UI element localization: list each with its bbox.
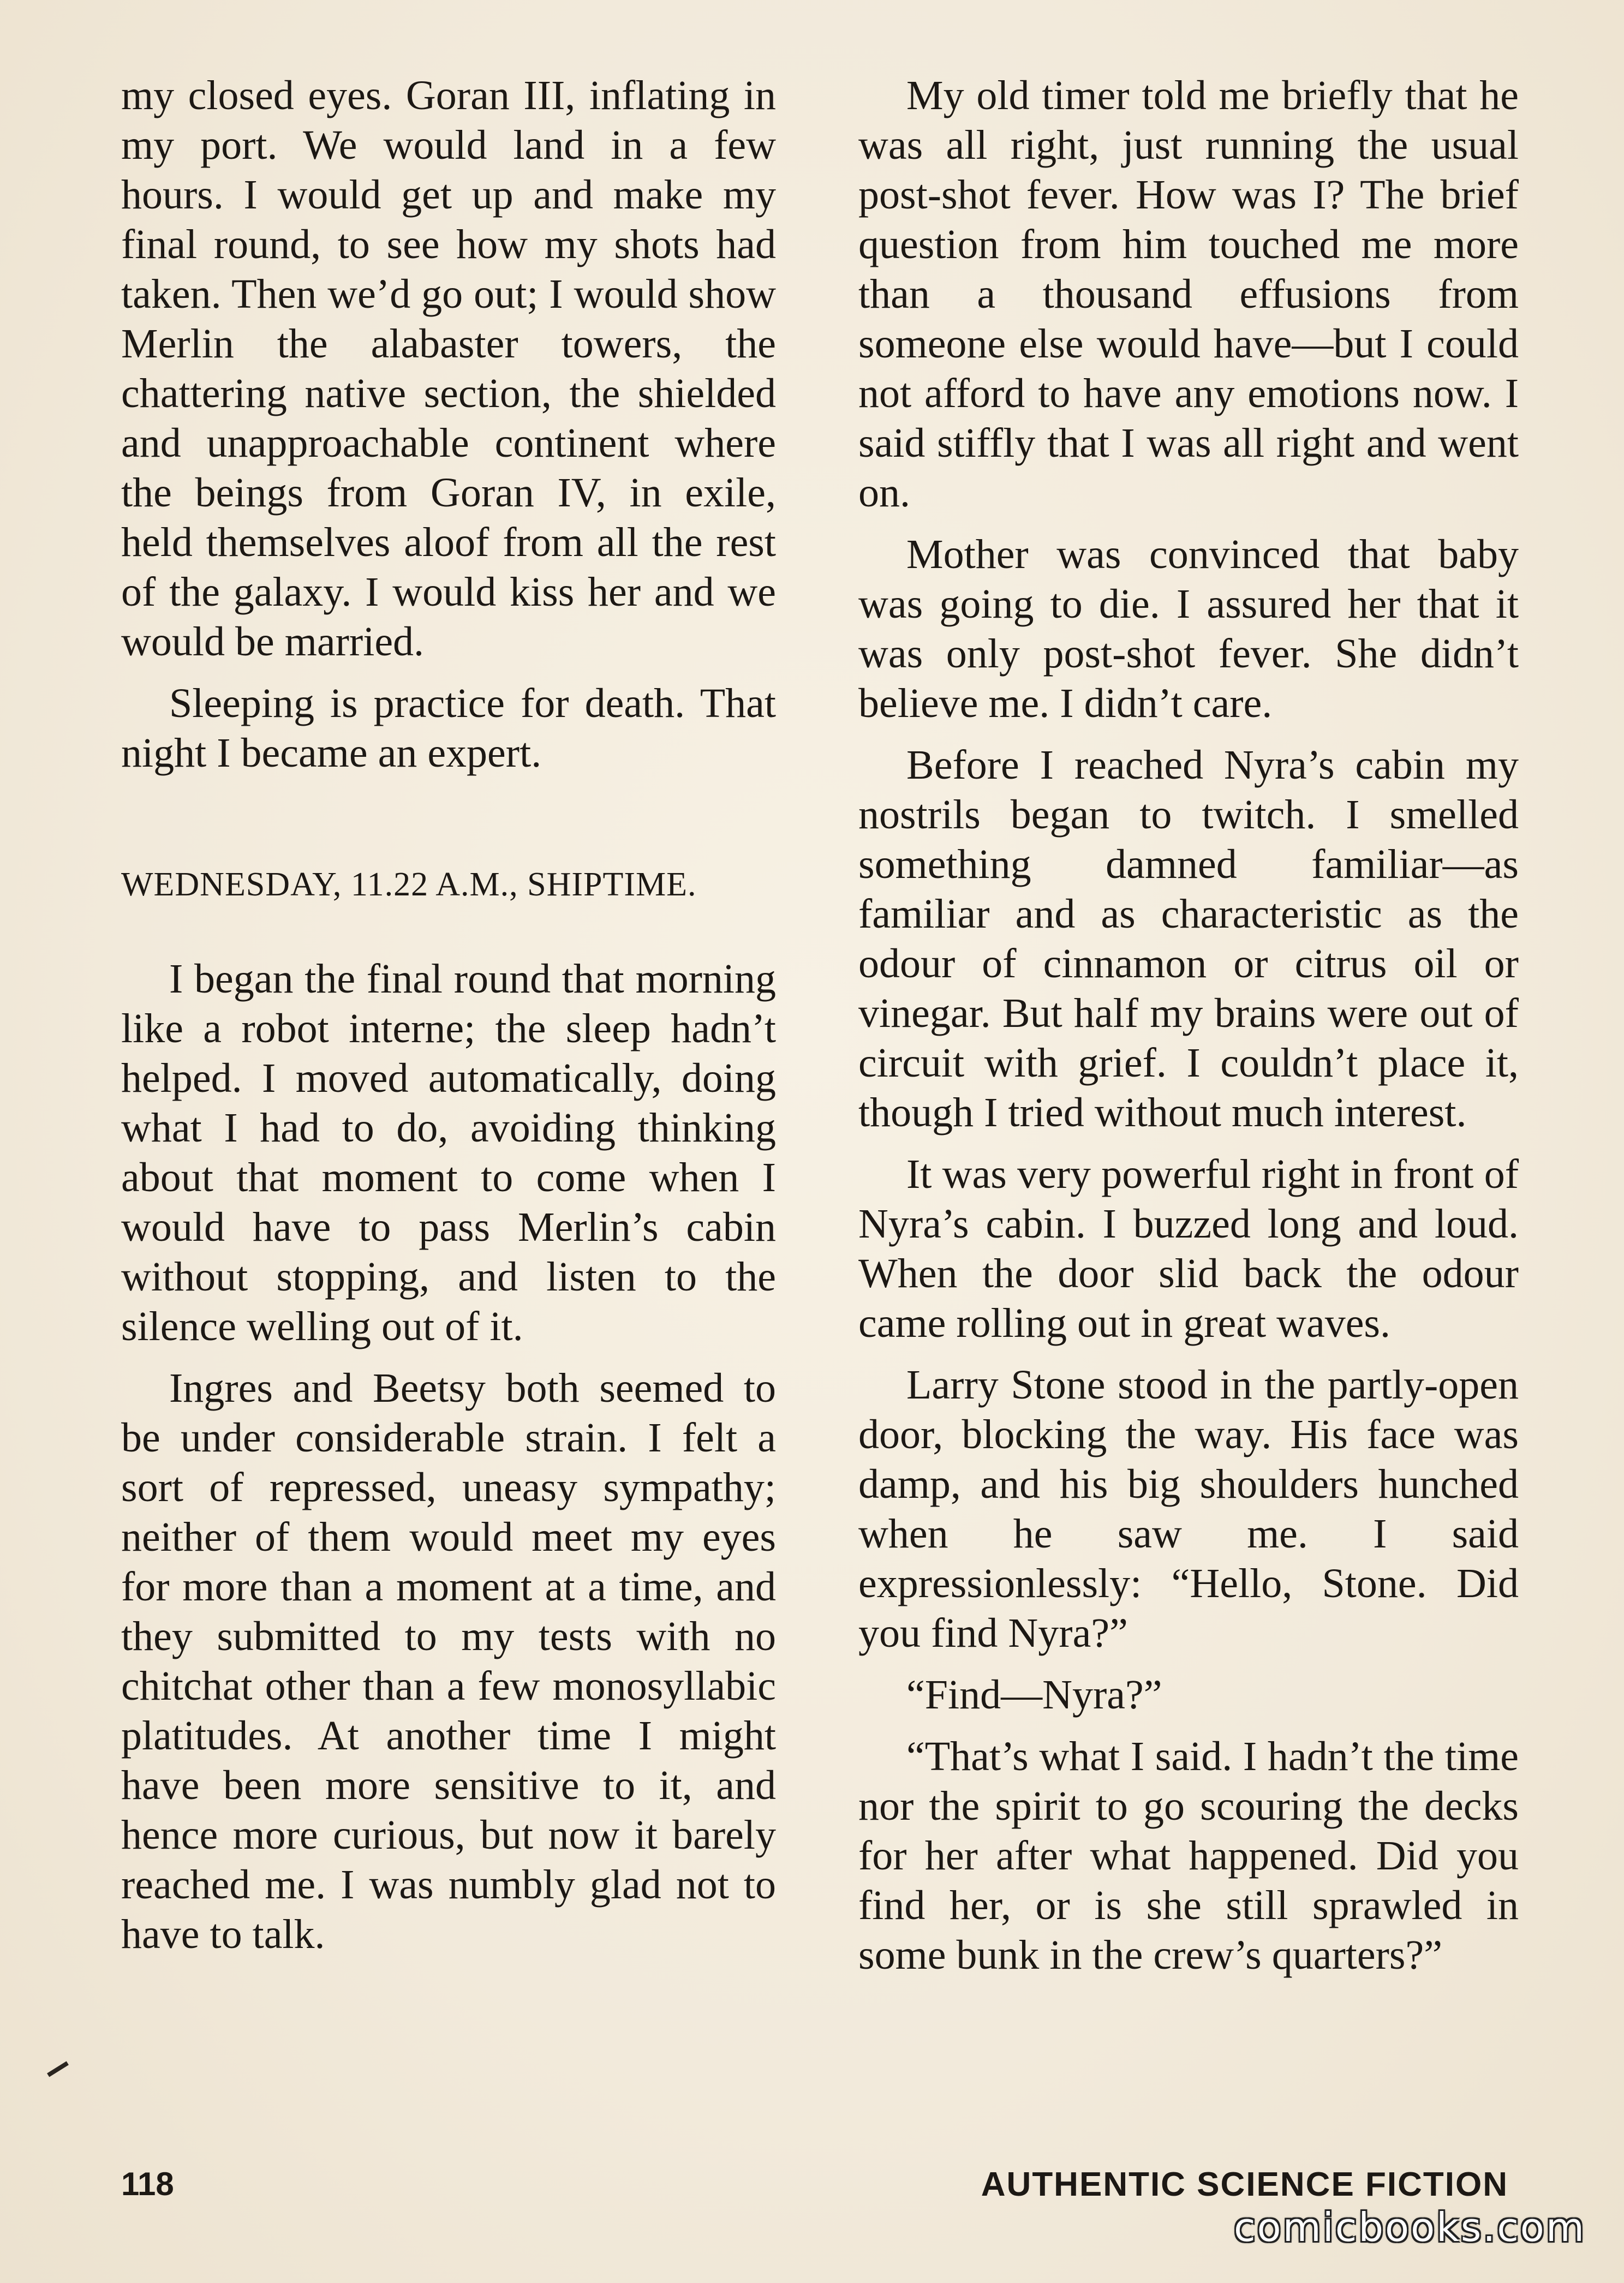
page-number: 118	[121, 2166, 174, 2202]
margin-pencil-mark	[47, 2061, 69, 2077]
paragraph: Sleeping is practice for death. That night I became an expert.	[121, 680, 776, 776]
watermark: comicbooks.com	[1233, 2204, 1586, 2250]
paragraph: Ingres and Beetsy both seemed to be under considerable strain. I felt a sort of repressed, uneasy sympathy; neither of them would meet my eyes for more than a moment at a time, and they submitted to my tests with no chitchat other than a few monosyllabic platitudes. At another time I might have been more sensitive to it, and hence more curious, but now it barely reached me. I was numbly glad not to have to talk.	[121, 1365, 776, 1957]
dateline: WEDNESDAY, 11.22 A.M., SHIPTIME.	[121, 866, 697, 903]
paragraph: I began the final round that morning like a robot interne; the sleep hadn’t helped. I moved automatically, doing what I had to do, avoiding thinking about that moment to come when I would have to pass Merlin’s cabin without stopping, and listen to the silence welling out of it.	[121, 956, 776, 1349]
paragraph: “Find—Nyra?”	[906, 1672, 1162, 1718]
magazine-title: AUTHENTIC SCIENCE FICTION	[981, 2166, 1508, 2203]
paragraph: Before I reached Nyra’s cabin my nostrils began to twitch. I smelled something damned familiar—as familiar and as characteristic as the odour of cinnamon or citrus oil or vinegar. But half my brains were out of circuit with grief. I couldn’t place it, though I tried without much interest.	[858, 742, 1519, 1135]
paragraph: “That’s what I said. I hadn’t the time nor the spirit to go scouring the decks for her after what happened. Did you find her, or is she still sprawled in some bunk in the crew’s quarters?”	[858, 1734, 1519, 1978]
right-column	[858, 71, 1519, 1992]
paragraph: My old timer told me briefly that he was all right, just running the usual post-shot fever. How was I? The brief question from him touched me more than a thousand effusions from someone else would have—but I could not afford to have any emotions now. I said stiffly that I was all right and went on.	[858, 73, 1519, 516]
paragraph: Mother was convinced that baby was going to die. I assured her that it was only post-shot fever. She didn’t believe me. I didn’t care.	[858, 531, 1519, 726]
left-column	[121, 71, 776, 1971]
paragraph: my closed eyes. Goran III, inflating in my port. We would land in a few hours. I would get up and make my final round, to see how my shots had taken. Then we’d go out; I would show Merlin the alabaster towers, the chattering native section, the shielded and unapproachable continent where the beings from Goran IV, in exile, held themselves aloof from all the rest of the galaxy. I would kiss her and we would be married.	[121, 73, 776, 665]
paragraph: Larry Stone stood in the partly-open door, blocking the way. His face was damp, and his big shoulders hunched when he saw me. I said expressionlessly: “Hello, Stone. Did you find Nyra?”	[858, 1362, 1519, 1656]
paragraph: It was very powerful right in front of Nyra’s cabin. I buzzed long and loud. When the door slid back the odour came rolling out in great waves.	[858, 1151, 1519, 1346]
